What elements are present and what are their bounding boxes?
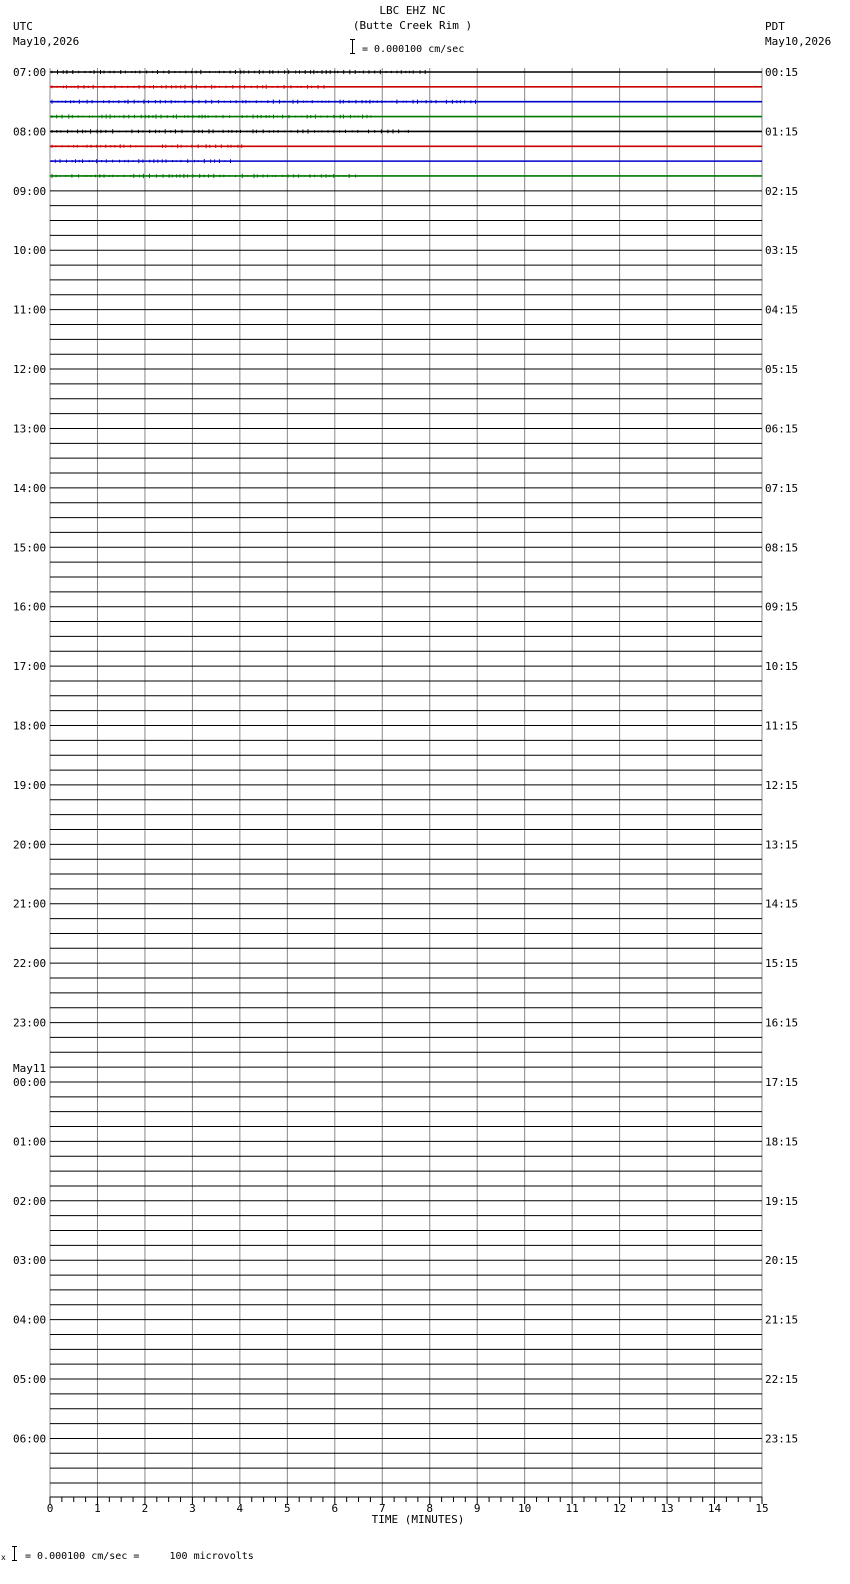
utc-hour-label: 03:00 <box>13 1254 47 1268</box>
pdt-hour-label: 03:15 <box>765 244 799 258</box>
station-title: LBC EHZ NC <box>379 4 446 17</box>
footer-scale-label: = 0.000100 cm/sec = 100 microvolts <box>25 1551 254 1562</box>
utc-zone-label: UTC <box>13 20 33 33</box>
x-tick-label: 9 <box>473 1502 481 1515</box>
utc-hour-label: 21:00 <box>13 897 47 911</box>
pdt-date-label: May10,2026 <box>765 35 832 48</box>
utc-hour-label: 10:00 <box>13 244 47 258</box>
pdt-zone-label: PDT <box>765 20 785 33</box>
x-tick-label: 0 <box>46 1502 54 1515</box>
x-tick-label: 15 <box>755 1502 769 1515</box>
pdt-hour-label: 22:15 <box>765 1373 799 1387</box>
pdt-hour-label: 02:15 <box>765 184 799 198</box>
utc-hour-label: 04:00 <box>13 1313 47 1327</box>
pdt-hour-label: 18:15 <box>765 1135 799 1149</box>
pdt-hour-label: 08:15 <box>765 541 799 555</box>
pdt-hour-label: 16:15 <box>765 1016 799 1030</box>
x-tick-label: 3 <box>189 1502 196 1515</box>
pdt-hour-label: 12:15 <box>765 778 799 792</box>
utc-hour-label: 07:00 <box>13 66 47 79</box>
utc-hour-label: 13:00 <box>13 422 47 436</box>
scale-label: = 0.000100 cm/sec <box>362 44 465 55</box>
utc-hour-label: 01:00 <box>13 1135 47 1149</box>
x-tick-label: 10 <box>518 1502 532 1515</box>
x-tick-label: 11 <box>565 1502 579 1515</box>
x-tick-label: 5 <box>284 1502 291 1515</box>
footer-scale-bar-icon <box>13 1546 17 1561</box>
station-location: (Butte Creek Rim ) <box>352 19 473 32</box>
pdt-hour-label: 09:15 <box>765 600 799 614</box>
x-tick-label: 7 <box>378 1502 386 1515</box>
utc-hour-label: 14:00 <box>13 481 47 495</box>
utc-hour-label: 20:00 <box>13 838 47 852</box>
x-axis-title: TIME (MINUTES) <box>371 1513 465 1526</box>
utc-hour-label: 05:00 <box>13 1373 47 1387</box>
utc-date-label: May10,2026 <box>13 35 80 48</box>
pdt-hour-label: 06:15 <box>765 422 799 436</box>
x-tick-label: 12 <box>612 1502 627 1515</box>
x-tick-label: 14 <box>707 1502 722 1515</box>
utc-hour-label: 11:00 <box>13 303 47 317</box>
pdt-hour-label: 01:15 <box>765 125 799 139</box>
utc-hour-label: 22:00 <box>13 957 47 971</box>
utc-hour-label: 00:00 <box>13 1075 47 1089</box>
pdt-hour-label: 19:15 <box>765 1194 799 1208</box>
utc-hour-label: 23:00 <box>13 1016 47 1030</box>
x-tick-label: 4 <box>236 1502 244 1515</box>
pdt-hour-label: 17:15 <box>765 1075 799 1089</box>
utc-hour-label: 02:00 <box>13 1194 47 1208</box>
pdt-hour-label: 11:15 <box>765 719 799 733</box>
utc-hour-label: 08:00 <box>13 125 47 139</box>
utc-hour-label: 18:00 <box>13 719 47 733</box>
utc-hour-label: 06:00 <box>13 1432 47 1446</box>
pdt-hour-label: 14:15 <box>765 897 799 911</box>
pdt-hour-label: 21:15 <box>765 1313 799 1327</box>
utc-hour-label: 16:00 <box>13 600 47 614</box>
pdt-hour-label: 05:15 <box>765 363 799 377</box>
utc-hour-label: 15:00 <box>13 541 47 555</box>
x-tick-label: 13 <box>660 1502 674 1515</box>
utc-hour-label: 19:00 <box>13 778 47 792</box>
pdt-hour-label: 20:15 <box>765 1254 799 1268</box>
x-tick-label: 1 <box>94 1502 101 1515</box>
x-tick-label: 6 <box>331 1502 339 1515</box>
pdt-hour-label: 00:15 <box>765 66 799 79</box>
utc-hour-label: 12:00 <box>13 363 47 377</box>
pdt-hour-label: 15:15 <box>765 957 799 971</box>
date-change-label: May11 <box>13 1061 47 1075</box>
utc-hour-label: 17:00 <box>13 660 47 674</box>
pdt-hour-label: 04:15 <box>765 303 799 317</box>
pdt-hour-label: 07:15 <box>765 481 799 495</box>
pdt-hour-label: 13:15 <box>765 838 799 852</box>
footer-prefix-mark: x <box>1 1553 6 1562</box>
utc-hour-label: 09:00 <box>13 184 47 198</box>
pdt-hour-label: 10:15 <box>765 660 799 674</box>
x-tick-label: 8 <box>426 1502 434 1515</box>
pdt-hour-label: 23:15 <box>765 1432 799 1446</box>
x-tick-label: 2 <box>141 1502 149 1515</box>
